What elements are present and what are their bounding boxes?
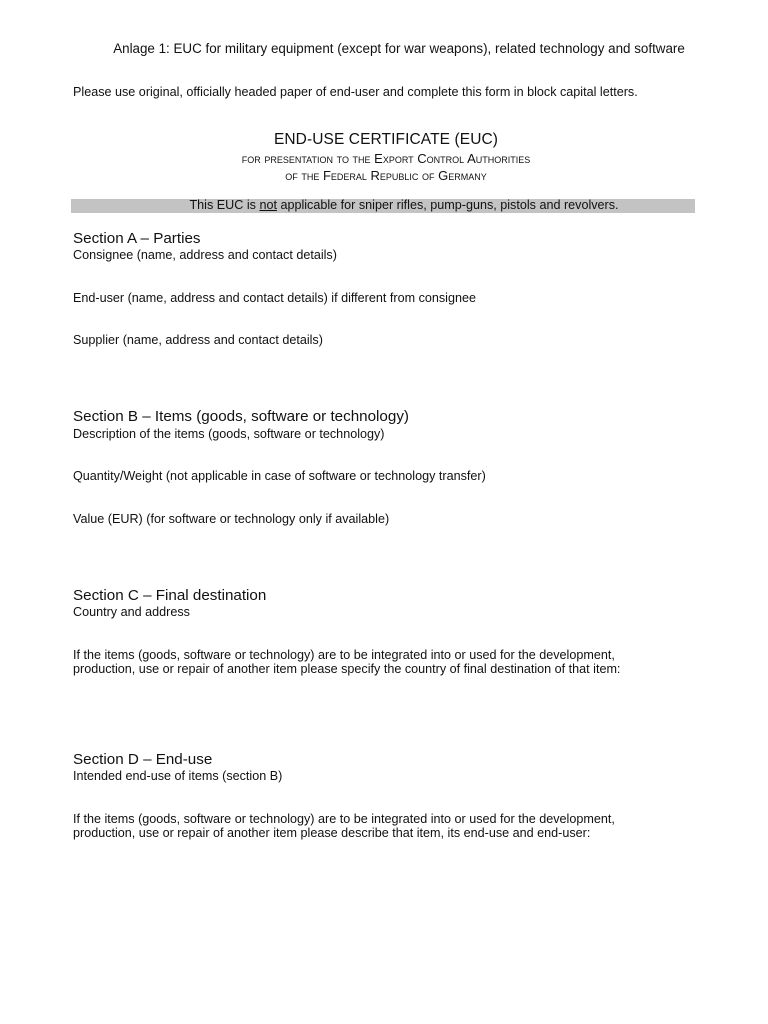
section-d-heading: Section D – End-use: [73, 751, 213, 768]
notice-text-before: This EUC is: [189, 198, 260, 212]
country-address-label: Country and address: [73, 605, 190, 619]
final-destination-text-line2: production, use or repair of another item please specify the country of final destination of that item:: [73, 662, 621, 676]
certificate-subtitle-line2: of the Federal Republic of Germany: [285, 168, 487, 183]
quantity-weight-label: Quantity/Weight (not applicable in case of software or technology transfer): [73, 469, 486, 483]
certificate-title: END-USE CERTIFICATE (EUC): [273, 131, 499, 148]
notice-text: [71, 198, 695, 213]
section-a-heading: Section A – Parties: [73, 230, 201, 247]
items-description-label: Description of the items (goods, software or technology): [73, 427, 385, 441]
certificate-subtitle-line1: for presentation to the Export Control Authorities: [241, 151, 531, 166]
notice-emphasis: not: [259, 198, 277, 212]
intended-end-use-label: Intended end-use of items (section B): [73, 769, 283, 783]
section-c-heading: Section C – Final destination: [73, 587, 267, 604]
supplier-label: Supplier (name, address and contact details): [73, 333, 323, 347]
end-use-description-text-line1: If the items (goods, software or technology) are to be integrated into or used for the development,: [73, 812, 615, 826]
notice-text-after: applicable for sniper rifles, pump-guns, pistols and revolvers.: [276, 198, 619, 212]
annex-line: Anlage 1: EUC for military equipment (except for war weapons), related technology and software: [113, 41, 685, 56]
end-use-description-text-line2: production, use or repair of another item please describe that item, its end-use and end-user:: [73, 826, 591, 840]
consignee-label: Consignee (name, address and contact details): [73, 248, 337, 262]
value-label: Value (EUR) (for software or technology only if available): [73, 512, 390, 526]
final-destination-text-line1: If the items (goods, software or technology) are to be integrated into or used for the development,: [73, 648, 615, 662]
end-user-label: End-user (name, address and contact details) if different from consignee: [73, 291, 476, 305]
notice-banner: [71, 199, 695, 213]
section-b-heading: Section B – Items (goods, software or technology): [73, 408, 409, 425]
instruction-line: Please use original, officially headed paper of end-user and complete this form in block capital letters.: [73, 85, 638, 99]
